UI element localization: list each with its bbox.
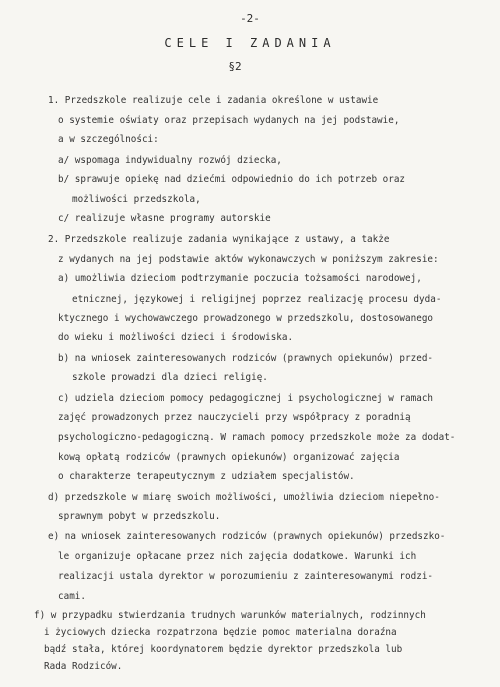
- text-line: c/ realizuje własne programy autorskie: [58, 213, 271, 224]
- text-line: b/ sprawuje opiekę nad dziećmi odpowiednio do ich potrzeb oraz: [58, 174, 406, 185]
- text-line: b) na wniosek zainteresowanych rodziców (prawnych opiekunów) przed-: [58, 353, 434, 364]
- text-line: realizacji ustala dyrektor w porozumieniu z zainteresowanymi rodzi-: [58, 571, 434, 582]
- text-line: kową opłatą rodziców (prawnych opiekunów) organizować zajęcia: [58, 452, 400, 463]
- text-line: a/ wspomaga indywidualny rozwój dziecka,: [58, 155, 282, 166]
- text-line: zajęć prowadzonych przez nauczycieli przy współpracy z poradnią: [58, 412, 411, 423]
- text-line: o charakterze terapeutycznym z udziałem specjalistów.: [58, 471, 355, 482]
- text-line: ktycznego i wychowawczego prowadzonego w przedszkolu, dostosowanego: [58, 313, 434, 324]
- text-line: bądź stała, której koordynatorem będzie dyrektor przedszkola lub: [44, 644, 403, 655]
- text-line: 1. Przedszkole realizuje cele i zadania określone w ustawie: [48, 95, 379, 106]
- text-line: d) przedszkole w miarę swoich możliwości, umożliwia dzieciom niepełno-: [48, 492, 440, 503]
- text-line: le organizuje opłacane przez nich zajęcia dodatkowe. Warunki ich: [58, 551, 417, 562]
- text-line: e) na wniosek zainteresowanych rodziców (prawnych opiekunów) przedszko-: [48, 531, 446, 542]
- chapter-heading: CELE I ZADANIA: [164, 36, 336, 50]
- text-line: szkole prowadzi dla dzieci religię.: [72, 372, 268, 383]
- text-line: z wydanych na jej podstawie aktów wykonawczych w poniższym zakresie:: [58, 254, 439, 265]
- text-line: f) w przypadku stwierdzania trudnych warunków materialnych, rodzinnych: [34, 610, 426, 621]
- text-line: a w szczególności:: [58, 134, 159, 145]
- text-line: o systemie oświaty oraz przepisach wydanych na jej podstawie,: [58, 115, 400, 126]
- text-line: Rada Rodziców.: [44, 661, 123, 672]
- text-line: do wieku i możliwości dzieci i środowiska.: [58, 332, 294, 343]
- text-line: a) umożliwia dzieciom podtrzymanie poczucia tożsamości narodowej,: [58, 273, 422, 284]
- text-line: 2. Przedszkole realizuje zadania wynikające z ustawy, a także: [48, 234, 390, 245]
- text-line: c) udziela dzieciom pomocy pedagogicznej i psychologicznej w ramach: [58, 393, 434, 404]
- section-mark: §2: [228, 60, 242, 73]
- text-line: i życiowych dziecka rozpatrzona będzie pomoc materialna doraźna: [44, 627, 397, 638]
- page-number: -2-: [240, 12, 260, 25]
- text-line: cami.: [58, 591, 86, 602]
- text-line: etnicznej, językowej i religijnej poprzez realizację procesu dyda-: [72, 294, 442, 305]
- text-line: psychologiczno-pedagogiczną. W ramach pomocy przedszkole może za dodat-: [58, 432, 456, 443]
- text-line: możliwości przedszkola,: [72, 194, 201, 205]
- text-line: sprawnym pobyt w przedszkolu.: [58, 511, 221, 522]
